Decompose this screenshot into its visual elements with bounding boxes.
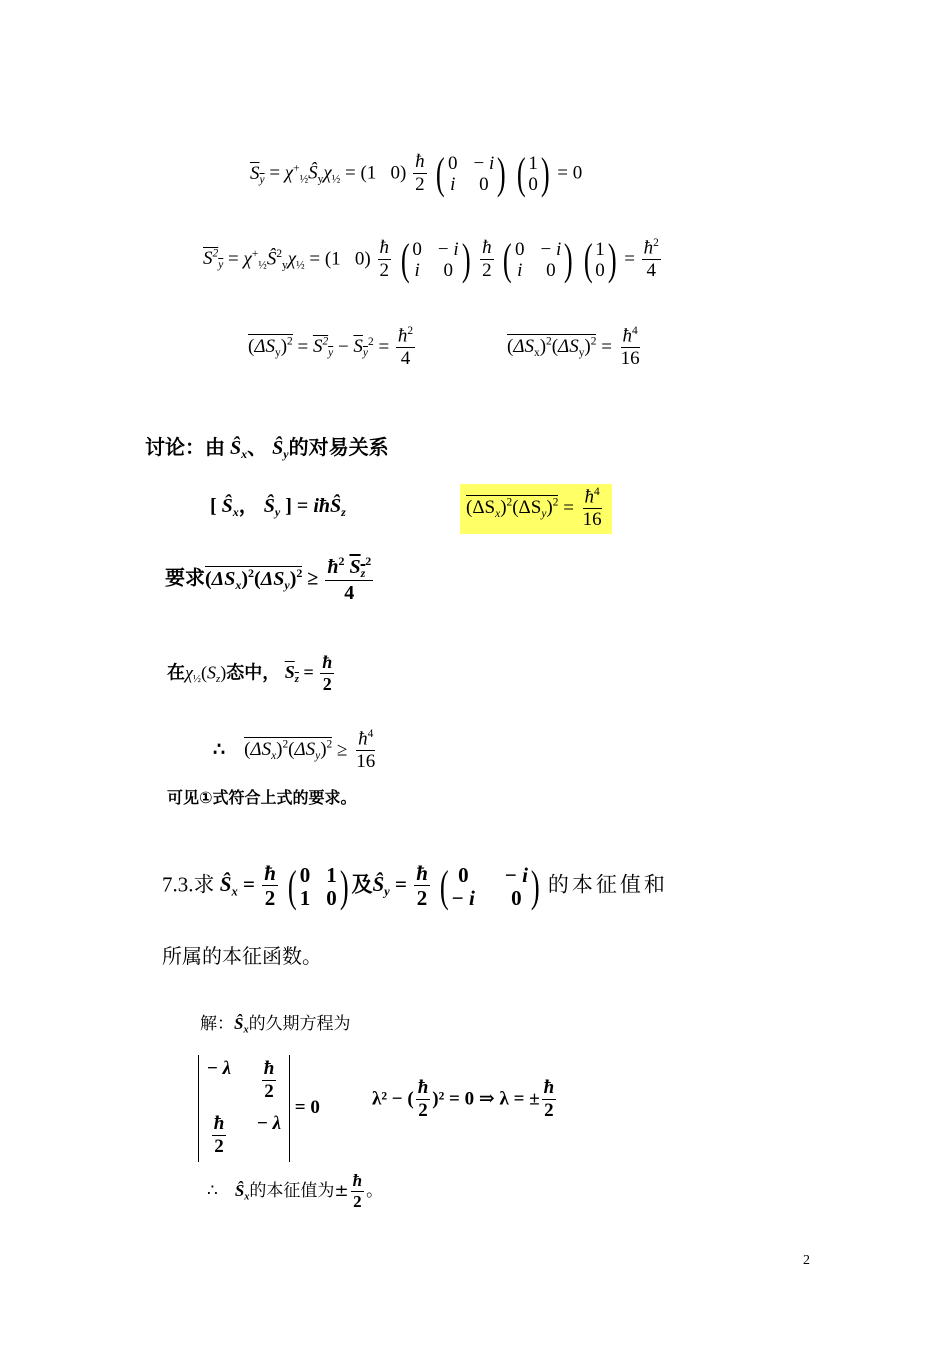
commutator: [ $Ŝ_x$， $Ŝ_y$ ] = iħŜ$_z$ xyxy=(210,493,346,520)
problem-7-3: 7.3.求 $Ŝ_x$ = $\frac{ħ}{2}$ ( 0 1 1 0 ) 及$Ŝ_y$ = $\frac{ħ}{2}$ ( 0 − i − i 0 ) 的本征值和 xyxy=(162,861,668,911)
requirement: 要求$(\Delta S_x)^2(\Delta S_y)^2$ ≥ $\frac{ħ^2 S_z^2}{4}$ xyxy=(165,554,372,605)
sy2-mean-symbol: $S^2_y$ xyxy=(203,248,224,272)
eq-delta-product: $(\Delta S_x)^2(\Delta S_y)^2$ = $\frac{ħ^4}{16}$ xyxy=(507,325,640,370)
conclusion-text: 可见①式符合上式的要求。 xyxy=(167,788,357,807)
secular-determinant: − λ $\frac{ħ}{2}$ $\frac{ħ}{2}$ − λ = 0 xyxy=(198,1055,320,1162)
eq-delta-sy: $(\Delta S_y)^2 = S^2_y - S_y^2$ = $\frac{ħ^2}{4}$ xyxy=(248,325,414,370)
therefore-inequality: ∴ $(\Delta S_x)^2(\Delta S_y)^2$ ≥ $\frac{ħ^4}{16}$ xyxy=(213,728,376,773)
eq-sy2-mean: $S^2_y$ = $\chi^+_{\frac{1}{2}}Ŝ^2_y\chi_{\frac{1}{2}} = (1$ 0) $\frac{ħ}{2}$ ( 0 − i i 0 ) $\frac{ħ}{2}$ ( 0 − i i 0 ) ( 1 0 ) = $\frac{ħ^2}{4}$ xyxy=(203,235,659,285)
eq-sy-mean: $S_y$ = $\chi^+_{\frac{1}{2}}Ŝ_y\chi_{\frac{1}{2}} = (1$ 0) $\frac{ħ}{2}$ ( 0 − i i 0 ) ( 1 0 ) = 0 xyxy=(250,149,583,199)
vector-up: ( 1 0 ) xyxy=(516,149,550,199)
eigen-roots: λ² − ( $\frac{ħ}{2}$ )² = 0 ⇒ λ = ± $\frac{ħ}{2}$ xyxy=(372,1077,555,1121)
highlighted-relation: $(\Delta S_x)^2(\Delta S_y)^2$ = $\frac{ħ^4}{16}$ xyxy=(460,484,612,534)
state-line: 在$\chi_{\frac{1}{2}}(S_z)$态中， $S_z$ = $\frac{ħ}{2}$ xyxy=(167,652,333,694)
solution-heading: 解：$Ŝ_x$的久期方程为 xyxy=(200,1014,351,1036)
eigenvalue-statement: ∴ $Ŝ_x$的本征值为± $\frac{ħ}{2}$ 。 xyxy=(207,1171,384,1211)
matrix-sy: ( 0 − i i 0 ) xyxy=(436,149,506,199)
page-number: 2 xyxy=(803,1253,810,1268)
discussion-heading: 讨论：由 $Ŝ_x$、 $Ŝ_y$的对易关系 xyxy=(145,435,389,462)
sy-mean-symbol: $S_y$ xyxy=(250,162,265,186)
problem-line2: 所属的本征函数。 xyxy=(162,944,322,968)
